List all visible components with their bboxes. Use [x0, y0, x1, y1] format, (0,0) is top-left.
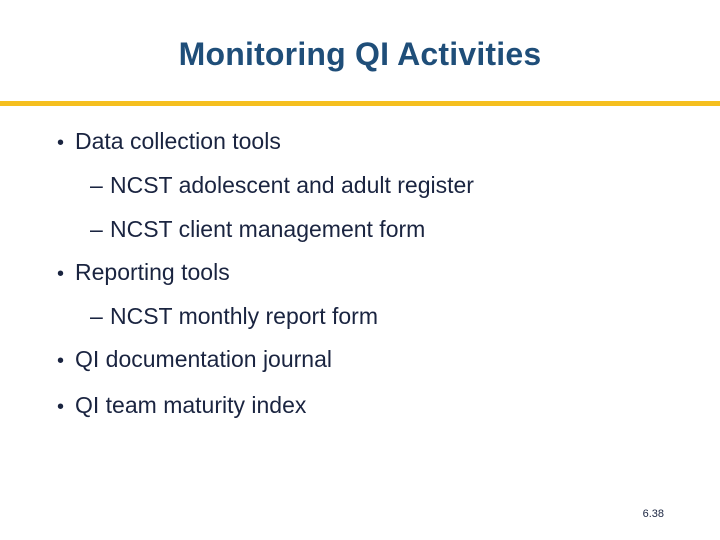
bullet-item — [57, 259, 230, 286]
sub-bullet-item — [90, 216, 425, 243]
bullet-item — [57, 392, 306, 419]
sub-bullet-item — [90, 172, 474, 199]
bullet-marker: • — [57, 263, 65, 285]
slide-title: Monitoring QI Activities — [178, 36, 542, 72]
bullet-marker: • — [57, 350, 65, 372]
sub-bullet-text: NCST monthly report form — [110, 303, 378, 329]
bullet-item — [57, 346, 332, 373]
page-number: 6.38 — [642, 508, 664, 520]
sub-bullet-text: NCST client management form — [110, 216, 426, 242]
bullet-marker: • — [57, 132, 65, 154]
sub-bullet-text: NCST adolescent and adult register — [110, 172, 474, 198]
dash-marker: – — [90, 216, 103, 242]
sub-bullet-item — [90, 303, 378, 330]
bullet-text: QI team maturity index — [75, 392, 307, 418]
bullet-text: Data collection tools — [75, 128, 281, 154]
bullet-text: QI documentation journal — [75, 346, 332, 372]
bullet-marker: • — [57, 396, 65, 418]
dash-marker: – — [90, 303, 103, 329]
bullet-text: Reporting tools — [75, 259, 230, 285]
dash-marker: – — [90, 172, 103, 198]
title-divider — [0, 101, 720, 106]
bullet-item — [57, 128, 281, 155]
